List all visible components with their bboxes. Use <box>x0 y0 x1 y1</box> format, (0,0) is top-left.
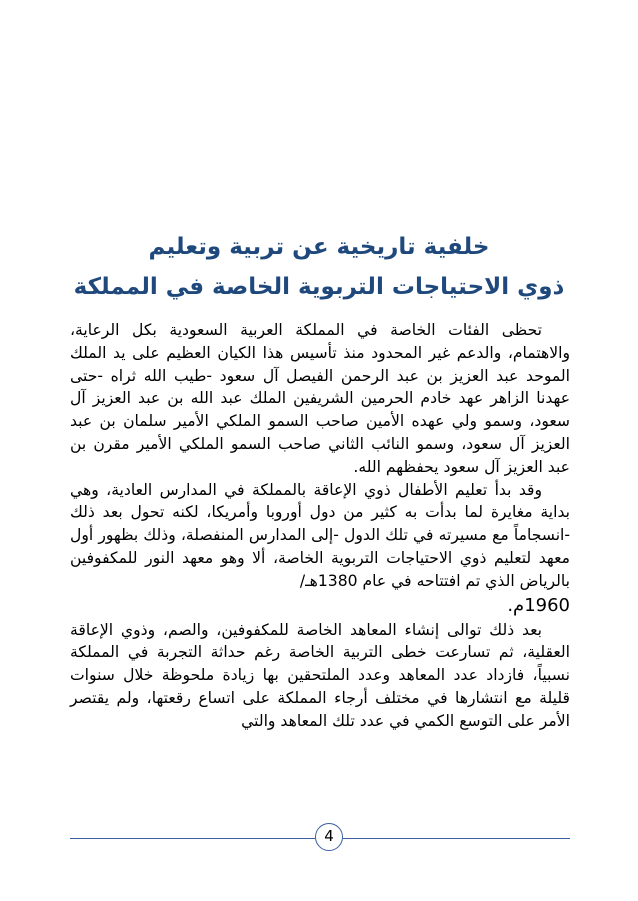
page-number: 4 <box>315 823 343 851</box>
body-text <box>70 319 570 733</box>
footer-divider-left <box>70 838 315 839</box>
title-line-2: ذوي الاحتياجات التربوية الخاصة في المملكة <box>73 274 565 300</box>
paragraph-2-year: 1960م. <box>507 594 570 616</box>
footer-divider-right <box>343 838 570 839</box>
paragraph-1: تحظى الفئات الخاصة في المملكة العربية السعودية بكل الرعاية، والاهتمام، والدعم غير المحدود منذ تأسيس هذا الكيان العظيم على يد الملك الموحد عبد العزيز بن عبد الرحمن الفيصل آل سعود -طيب الله ثراه -حتى عهدنا الزاهر عهد خادم الحرمين الشريفين الملك عبد الله بن عبد العزيز آل سعود، وسمو ولي عهده الأمين صاحب السمو الملكي الأمير سلمان بن عبد العزيز آل سعود، وسمو النائب الثاني صاحب السمو الملكي الأمير مقرن بن عبد العزيز آل سعود يحفظهم الله. <box>70 321 570 476</box>
title-line-1: خلفية تاريخية عن تربية وتعليم <box>148 234 490 260</box>
paragraph-3: بعد ذلك توالى إنشاء المعاهد الخاصة للمكفوفين، والصم، وذوي الإعاقة العقلية، ثم تسارعت خطى التربية الخاصة رغم حداثة التجربة في المملكة نسبياً، فازداد عدد المعاهد وعدد الملتحقين بها زيادة ملحوظة خلال سنوات قليلة مع انتشارها في مختلف أرجاء المملكة على اتساع رقعتها، ولم يقتصر الأمر على التوسع الكمي في عدد تلك المعاهد والتي <box>70 620 570 730</box>
paragraph-2: وقد بدأ تعليم الأطفال ذوي الإعاقة بالمملكة في المدارس العادية، وهي بداية مغايرة لما بدأت به كثير من دول أوروبا وأمريكا، لكنه تحول بعد ذلك -انسجاماً مع مسيرته في تلك الدول -إلى المدارس المنفصلة، وذلك بظهور أول معهد لتعليم ذوي الاحتياجات التربوية الخاصة، ألا وهو معهد النور للمكفوفين بالرياض الذي تم افتتاحه في عام 1380هـ/ <box>70 480 570 590</box>
